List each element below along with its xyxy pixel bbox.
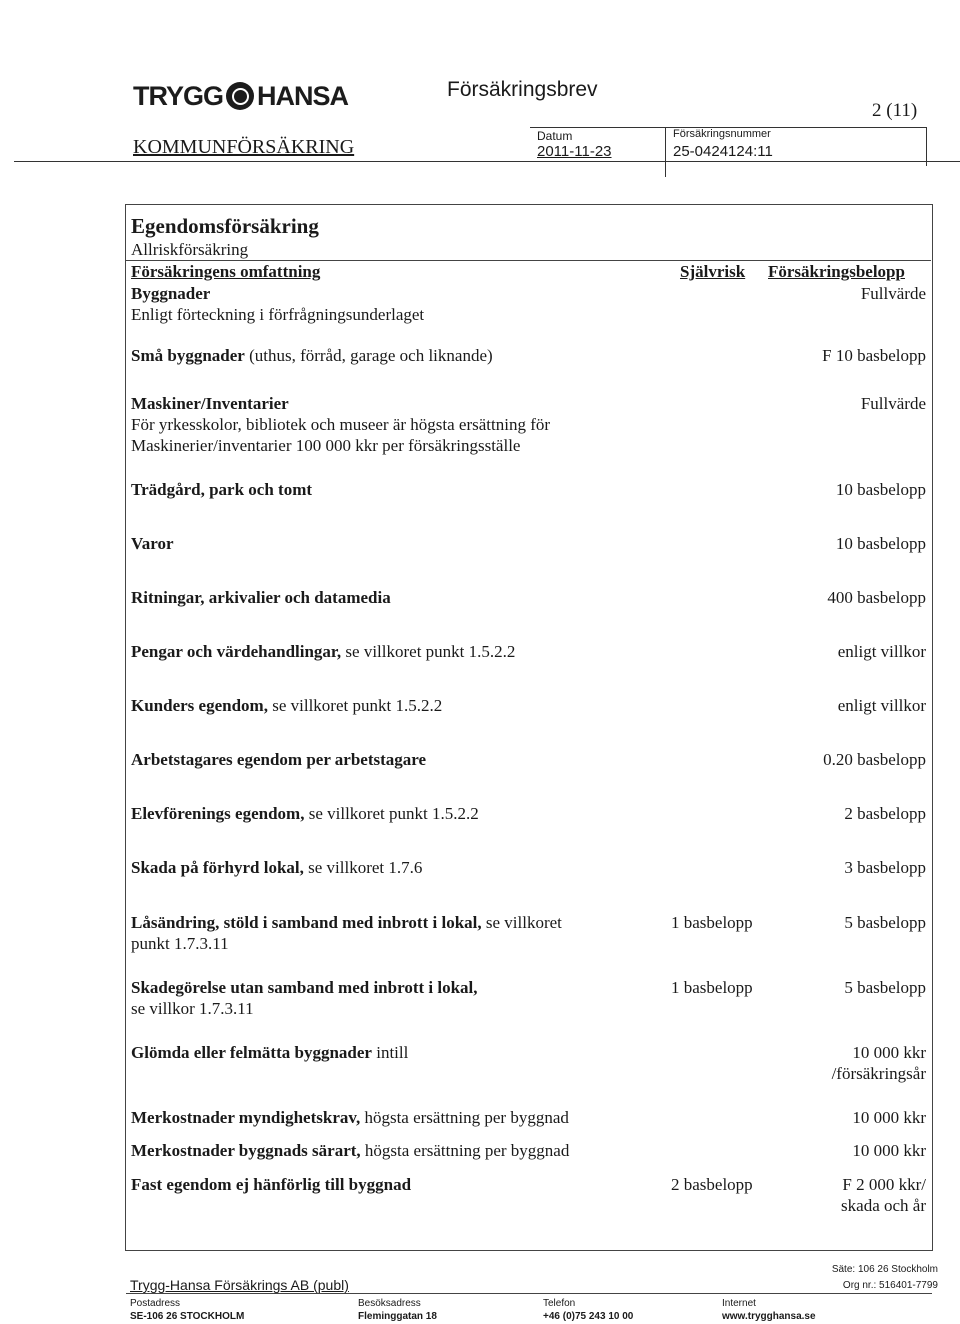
insured-amount [726,695,926,716]
coverage-line [131,533,651,554]
insured-amount-line: 10 000 kkr [852,1108,926,1127]
policy-number-value: 25-0424124:11 [673,143,773,160]
coverage-text: se villkoret [481,913,562,932]
coverage-title: Små byggnader [131,346,245,365]
deductible-column-header: Självrisk [680,262,746,281]
coverage-row [131,1042,926,1083]
visit-address-value: Fleminggatan 18 [358,1311,437,1322]
coverage-line [131,803,651,824]
deductible-value: 2 basbelopp [671,1175,753,1194]
coverage-line [131,345,651,366]
insured-amount [726,912,926,933]
section-divider [126,260,931,261]
org-number: Org nr.: 516401-7799 [842,1280,938,1291]
coverage-line [131,912,651,933]
coverage-line [131,479,651,500]
footer-divider [126,1293,932,1294]
coverage-row [131,479,926,500]
logo-text-right: HANSA [257,80,349,111]
company-logo [133,78,348,114]
coverage-detail: punkt 1.7.3.11 [131,934,229,953]
coverage-title: Glömda eller felmätta byggnader [131,1043,372,1062]
insured-amount-line: F 2 000 kkr/ [842,1175,926,1194]
coverage-line [131,393,651,414]
coverage-description [131,1140,651,1161]
coverage-title: Maskiner/Inventarier [131,394,289,413]
coverage-description [131,1042,651,1063]
coverage-line [131,1140,651,1161]
header-box-divider [665,127,666,177]
coverage-row [131,345,926,366]
insured-amount [726,1140,926,1161]
insured-amount [726,1174,926,1216]
coverage-line [131,749,651,770]
insured-amount-line: 400 basbelopp [827,588,926,607]
insured-amount [726,393,926,414]
document-title: Försäkringsbrev [447,78,598,101]
coverage-row [131,857,926,878]
deductible-value: 1 basbelopp [671,978,753,997]
page-number: 2 (11) [872,100,918,121]
coverage-description [131,803,651,824]
coverage-row [131,1140,926,1161]
coverage-description [131,749,651,770]
coverage-description [131,1174,651,1195]
coverage-text: högsta ersättning per byggnad [360,1108,569,1127]
coverage-title: Merkostnader byggnads särart, [131,1141,361,1160]
coverage-description [131,1107,651,1128]
insured-amount-line: Fullvärde [860,394,926,413]
phone-value: +46 (0)75 243 10 00 [543,1311,634,1322]
coverage-text: högsta ersättning per byggnad [360,1141,570,1160]
coverage-text: se villkoret punkt 1.5.2.2 [341,642,516,661]
coverage-line [131,695,651,716]
coverage-line [131,283,651,304]
insured-amount [726,345,926,366]
coverage-description [131,587,651,608]
coverage-detail: För yrkesskolor, bibliotek och museer är högsta ersättning för [131,415,551,434]
coverage-row [131,587,926,608]
insured-amount-line: 10 000 kkr [852,1043,926,1062]
insured-amount [726,587,926,608]
coverage-row [131,749,926,770]
insured-amount [726,1042,926,1084]
coverage-title: Elevförenings egendom, [131,804,305,823]
coverage-row [131,393,926,456]
coverage-detail: se villkor 1.7.3.11 [131,999,254,1018]
coverage-row [131,977,926,1019]
coverage-line [131,587,651,608]
coverage-description [131,641,651,662]
insured-amount-line: 10 basbelopp [835,480,926,499]
coverage-title: Varor [131,534,174,553]
postal-address-value: SE-106 26 STOCKHOLM [130,1311,245,1322]
coverage-title: Byggnader [131,284,211,303]
insured-amount [726,977,926,998]
coverage-line [131,1107,651,1128]
insured-amount [726,283,926,304]
insured-amount [726,1107,926,1128]
coverage-text: (uthus, förråd, garage och liknande) [244,346,493,365]
coverage-title: Skada på förhyrd lokal, [131,858,304,877]
coverage-row [131,695,926,716]
coverage-title: Låsändring, stöld i samband med inbrott i lokal, [131,913,482,932]
coverage-title: Ritningar, arkivalier och datamedia [131,588,391,607]
section-title: Egendomsförsäkring [131,214,319,238]
insured-amount-line: 10 000 kkr [852,1141,926,1160]
lifebuoy-icon [226,82,254,110]
insured-amount-line: 5 basbelopp [844,978,926,997]
scope-heading: Försäkringens omfattning [131,262,321,281]
coverage-detail: Maskinerier/inventarier 100 000 kkr per försäkringsställe [131,436,521,455]
coverage-title: Pengar och värdehandlingar, [131,642,342,661]
insured-amount-line: 3 basbelopp [844,858,926,877]
coverage-title: Kunders egendom, [131,696,268,715]
insured-amount-line: enligt villkor [837,696,926,715]
date-value: 2011-11-23 [537,143,612,160]
deductible-value: 1 basbelopp [671,913,753,932]
coverage-description [131,393,651,456]
coverage-title: Skadegörelse utan samband med inbrott i lokal, [131,978,478,997]
coverage-description [131,533,651,554]
coverage-text: se villkoret punkt 1.5.2.2 [304,804,479,823]
logo-text-left: TRYGG [133,80,224,111]
coverage-description [131,977,651,1019]
coverage-description [131,479,651,500]
phone-label: Telefon [543,1298,576,1309]
coverage-line [131,1174,651,1195]
coverage-row [131,283,926,325]
coverage-line [131,977,651,998]
postal-address-label: Postadress [130,1298,181,1309]
coverage-description [131,857,651,878]
coverage-line [131,641,651,662]
coverage-row [131,1174,926,1215]
coverage-title: Merkostnader myndighetskrav, [131,1108,361,1127]
coverage-text: se villkoret 1.7.6 [303,858,423,877]
coverage-description [131,912,651,954]
coverage-text: intill [371,1043,409,1062]
insured-amount-line: /försäkringsår [831,1064,926,1083]
insured-amount [726,641,926,662]
section-subtitle: Allriskförsäkring [131,240,249,259]
insured-amount-line: 2 basbelopp [844,804,926,823]
insured-amount [726,749,926,770]
insured-amount [726,479,926,500]
company-seat: Säte: 106 26 Stockholm [831,1264,938,1275]
coverage-row [131,533,926,554]
coverage-title: Fast egendom ej hänförlig till byggnad [131,1175,412,1194]
insured-amount-column-header: Försäkringsbelopp [768,262,905,281]
coverage-row [131,912,926,954]
website-link[interactable]: www.trygghansa.se [722,1311,816,1322]
insured-amount [726,803,926,824]
coverage-detail: Enligt förteckning i förfrågningsunderlaget [131,305,425,324]
date-label: Datum [537,129,573,143]
coverage-text: se villkoret punkt 1.5.2.2 [267,696,443,715]
coverage-line [131,857,651,878]
coverage-title: Arbetstagares egendom per arbetstagare [131,750,427,769]
company-name: Trygg-Hansa Försäkrings AB (publ) [130,1277,349,1293]
insured-amount-line: 0.20 basbelopp [823,750,926,769]
insured-amount [726,533,926,554]
website-label: Internet [722,1298,756,1309]
coverage-description [131,345,651,366]
coverage-row [131,641,926,662]
product-name: KOMMUNFÖRSÄKRING [133,136,355,158]
coverage-row [131,1107,926,1128]
coverage-row [131,803,926,824]
insured-amount-line: 10 basbelopp [835,534,926,553]
coverage-description [131,695,651,716]
insured-amount-line: F 10 basbelopp [822,346,926,365]
coverage-line [131,1042,651,1063]
insured-amount-line: Fullvärde [860,284,926,303]
coverage-title: Trädgård, park och tomt [131,480,313,499]
coverage-description [131,283,651,325]
policy-number-label: Försäkringsnummer [673,128,771,140]
insured-amount-line: skada och år [841,1196,926,1215]
insured-amount [726,857,926,878]
insured-amount-line: 5 basbelopp [844,913,926,932]
visit-address-label: Besöksadress [358,1298,421,1309]
insured-amount-line: enligt villkor [837,642,926,661]
